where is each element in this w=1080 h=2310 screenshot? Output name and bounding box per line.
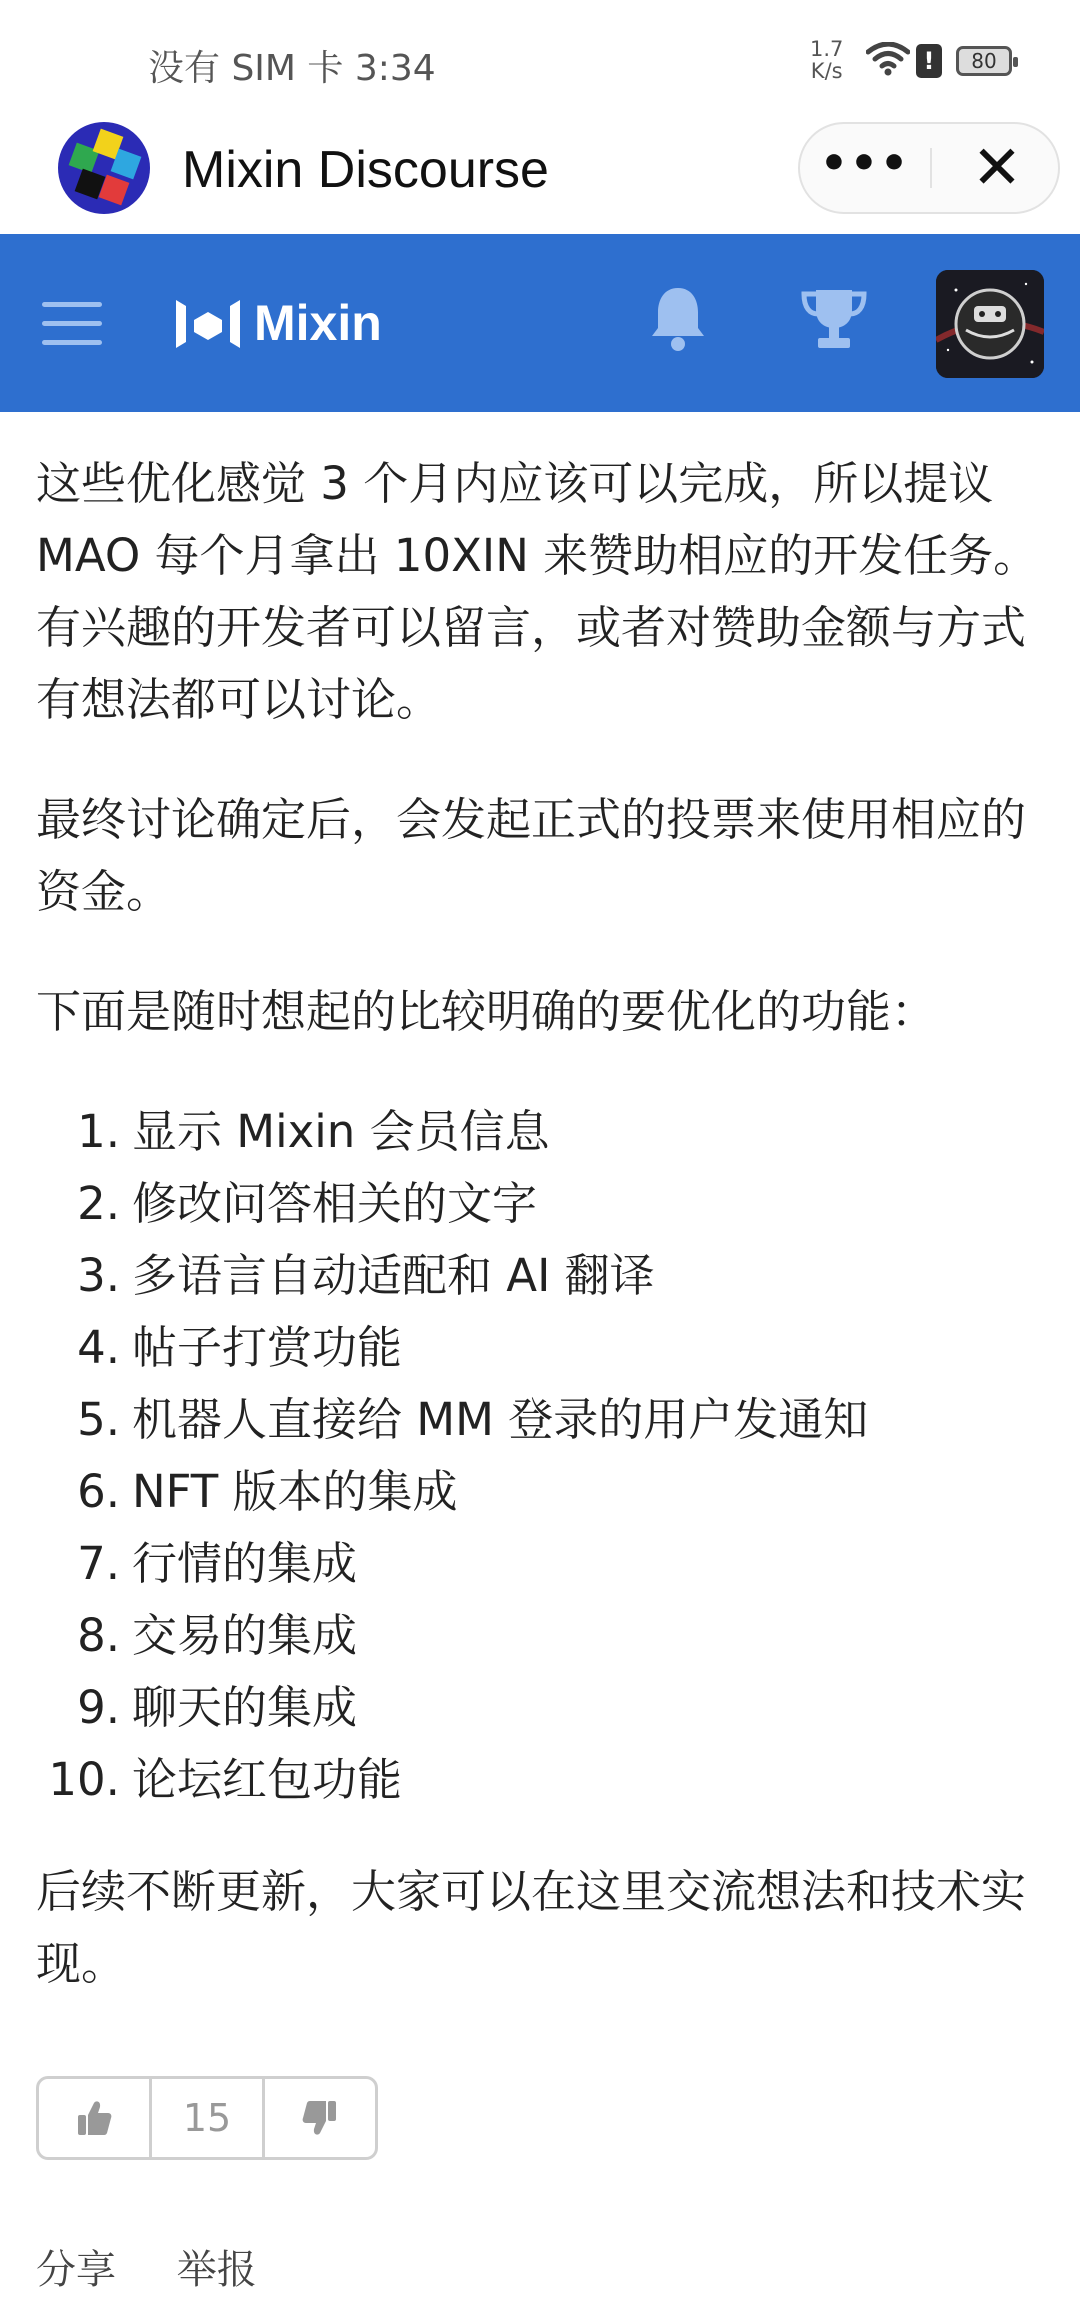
downvote-button[interactable] xyxy=(265,2079,375,2157)
list-item xyxy=(36,1456,868,1528)
list-text: 帖子打赏功能 xyxy=(132,1321,403,1374)
trophy-icon[interactable] xyxy=(800,286,868,352)
feature-list xyxy=(36,1096,868,1816)
list-number: 2. xyxy=(77,1177,120,1230)
list-text: 多语言自动适配和 AI 翻译 xyxy=(132,1249,655,1302)
menu-icon[interactable] xyxy=(42,302,102,346)
mixin-discourse-logo xyxy=(58,122,150,214)
vote-count: 15 xyxy=(149,2079,265,2157)
list-number: 8. xyxy=(77,1609,120,1662)
status-bar xyxy=(0,0,1080,120)
more-options-button[interactable]: ••• xyxy=(819,138,911,189)
list-text: 交易的集成 xyxy=(132,1609,358,1662)
list-number: 9. xyxy=(77,1681,120,1734)
app-title-bar xyxy=(0,120,1080,234)
wifi-icon xyxy=(866,42,910,76)
list-item xyxy=(36,1168,868,1240)
list-number: 5. xyxy=(77,1393,120,1446)
network-speed xyxy=(810,38,843,82)
list-number: 6. xyxy=(77,1465,120,1518)
list-text: NFT 版本的集成 xyxy=(132,1465,458,1518)
list-number: 4. xyxy=(77,1321,120,1374)
avatar-image xyxy=(936,270,1044,378)
app-title: Mixin Discourse xyxy=(182,141,549,199)
mini-program-capsule xyxy=(798,122,1060,214)
thumbs-down-icon xyxy=(302,2099,338,2137)
battery-icon: 80 xyxy=(956,46,1012,76)
post-paragraph: 下面是随时想起的比较明确的要优化的功能： xyxy=(36,985,937,1038)
list-item xyxy=(36,1744,868,1816)
user-avatar[interactable] xyxy=(936,270,1044,378)
list-number: 7. xyxy=(77,1537,120,1590)
share-link[interactable]: 分享 xyxy=(36,2247,116,2293)
list-item xyxy=(36,1600,868,1672)
site-header xyxy=(0,234,1080,412)
list-text: 机器人直接给 MM 登录的用户发通知 xyxy=(132,1393,869,1446)
list-text: 论坛红包功能 xyxy=(132,1753,403,1806)
post-paragraph: 最终讨论确定后，会发起正式的投票来使用相应的资金。 xyxy=(36,793,1027,918)
brand-text: Mixin xyxy=(254,295,382,351)
bell-icon[interactable] xyxy=(648,284,708,354)
close-button[interactable]: ✕ xyxy=(971,133,1023,203)
post-actions xyxy=(36,2238,305,2295)
list-text: 修改问答相关的文字 xyxy=(132,1177,538,1230)
thumbs-up-icon xyxy=(76,2099,112,2137)
net-speed-unit: K/s xyxy=(810,59,843,83)
post-paragraph: 后续不断更新，大家可以在这里交流想法和技术实现。 xyxy=(36,1865,1027,1990)
carrier-time: 没有 SIM 卡 3:34 xyxy=(148,48,436,89)
net-speed-value: 1.7 xyxy=(810,37,844,61)
list-item xyxy=(36,1384,868,1456)
list-item xyxy=(36,1528,868,1600)
capsule-divider xyxy=(930,148,932,188)
upvote-button[interactable] xyxy=(39,2079,149,2157)
list-item xyxy=(36,1312,868,1384)
post-paragraph: 这些优化感觉 3 个月内应该可以完成，所以提议 MAO 每个月拿出 10XIN 来赞助相应的开发任务。有兴趣的开发者可以留言，或者对赞助金额与方式有想法都可以讨论。 xyxy=(36,457,1039,726)
list-text: 行情的集成 xyxy=(132,1537,358,1590)
list-text: 显示 Mixin 会员信息 xyxy=(132,1105,550,1158)
mixin-brand-icon xyxy=(172,296,244,352)
vote-box xyxy=(36,2076,378,2160)
report-link[interactable]: 举报 xyxy=(176,2247,257,2293)
alert-icon: ! xyxy=(916,44,942,78)
list-number: 3. xyxy=(77,1249,120,1302)
list-number: 1. xyxy=(77,1105,120,1158)
list-item xyxy=(36,1096,868,1168)
list-item xyxy=(36,1240,868,1312)
list-text: 聊天的集成 xyxy=(132,1681,358,1734)
list-number: 10. xyxy=(48,1753,120,1806)
list-item xyxy=(36,1672,868,1744)
